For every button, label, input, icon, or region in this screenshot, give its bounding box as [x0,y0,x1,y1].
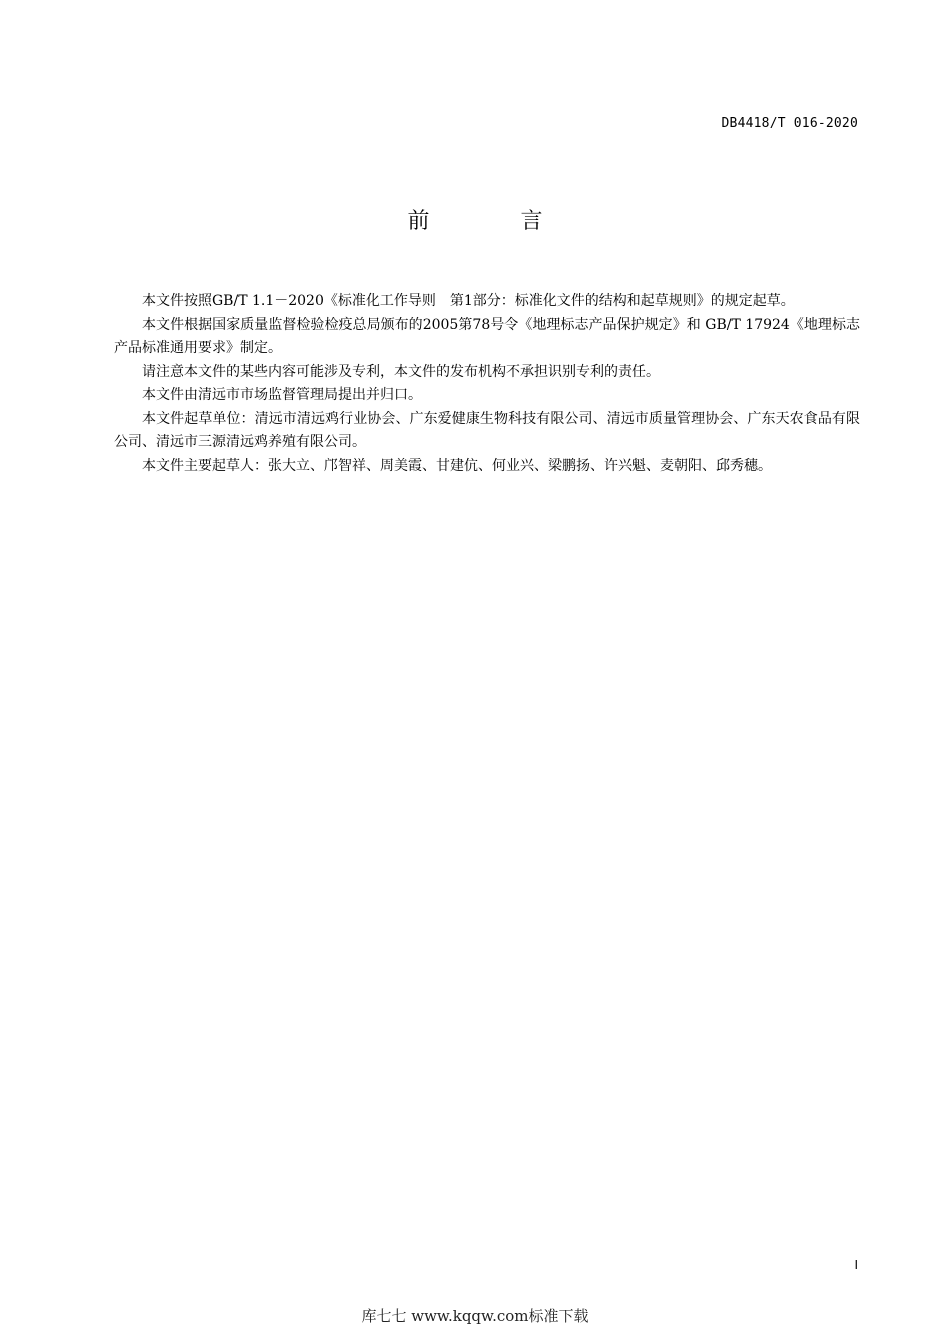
paragraph-proposer: 本文件由清远市市场监督管理局提出并归口。 [142,387,422,403]
site-watermark: 库七七 www.kqqw.com标准下载 [361,1307,589,1325]
page-title: 前 言 [407,209,585,234]
paragraph-patent-notice: 请注意本文件的某些内容可能涉及专利，本文件的发布机构不承担识别专利的责任。 [142,363,660,380]
paragraph-drafting-rules: 本文件按照GB/T 1.1－2020《标准化工作导则 第1部分：标准化文件的结构和起草规则》的规定起草。 [142,293,795,309]
page-number: I [854,1258,858,1272]
paragraph-drafting-units: 本文件起草单位：清远市清远鸡行业协会、广东爱健康生物科技有限公司、清远市质量管理协会、广东天农食品有限公司、清远市三源清远鸡养殖有限公司。 [114,410,860,450]
paragraph-drafters: 本文件主要起草人：张大立、邝智祥、周美霞、甘建伉、何业兴、梁鹏扬、许兴魁、麦朝阳、邱秀穗。 [142,457,772,474]
foreword-body [114,290,860,478]
paragraph-basis: 本文件根据国家质量监督检验检疫总局颁布的2005第78号令《地理标志产品保护规定》和 GB/T 17924《地理标志产品标准通用要求》制定。 [114,316,860,356]
document-code: DB4418/T 016-2020 [721,116,858,131]
